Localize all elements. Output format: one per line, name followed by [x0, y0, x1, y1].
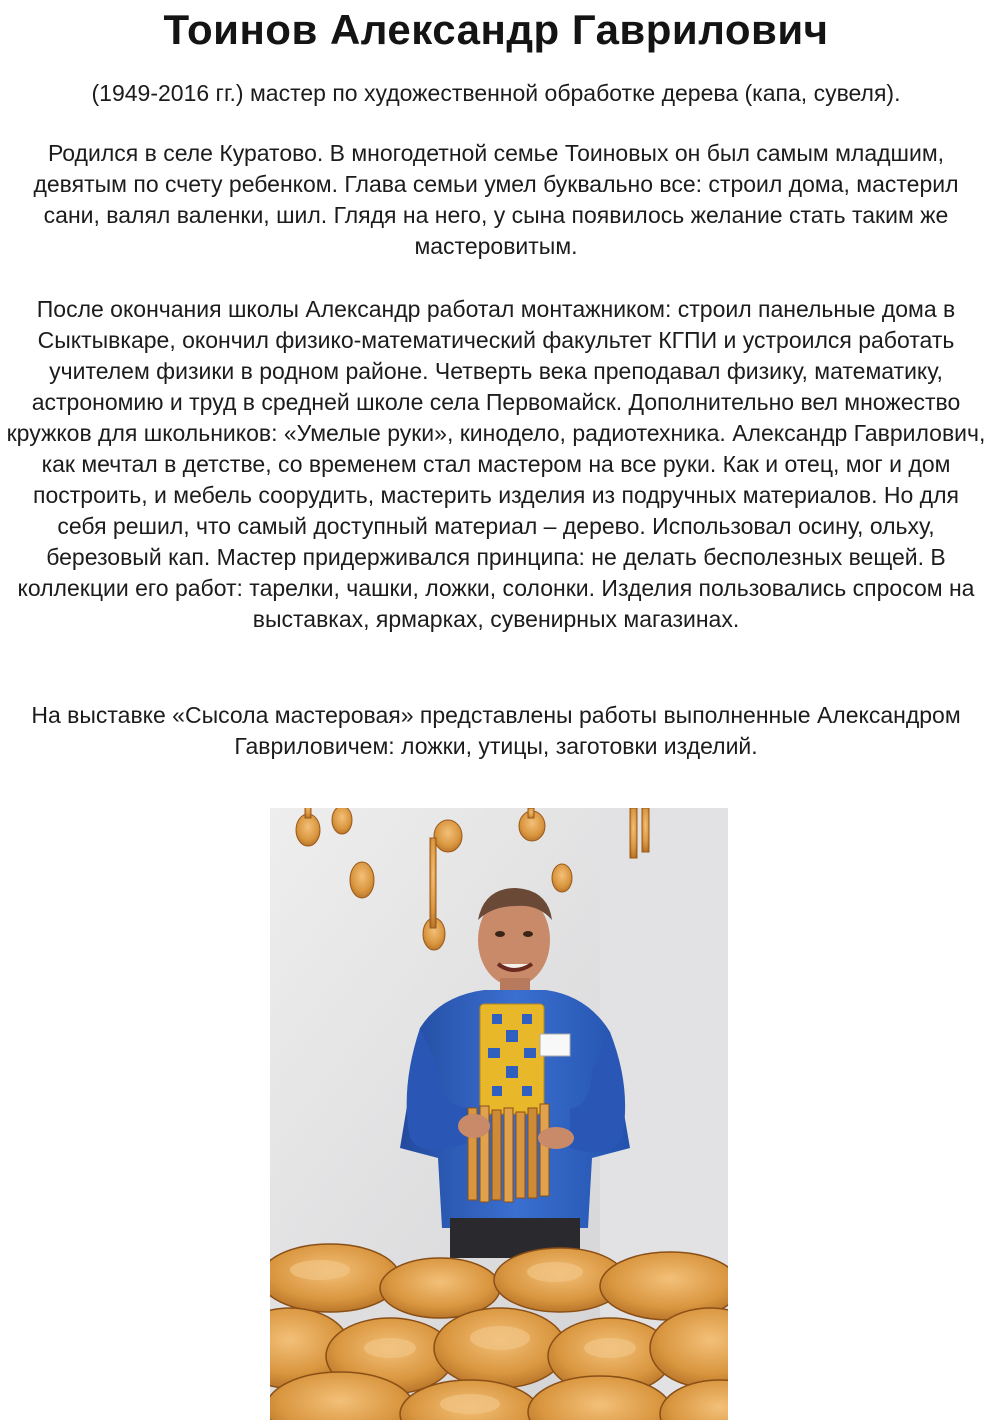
- page-title: Тоинов Александр Гаврилович: [163, 6, 829, 53]
- portrait-photo: [270, 808, 728, 1420]
- paragraph-career: После окончания школы Александр работал монтажником: строил панельные дома в Сыктывкаре, окончил физико-математический факультет КГПИ и устроился работать учителем физики в родном районе. Четверть века преподавал физику, математику, астрономию и труд в средней школе села Первомайск. Дополнительно вел множество кружков для школьников: «Умелые руки», кинодело, радиотехника. Александр Гаврилович, как мечтал в детстве, со временем стал мастером на все руки. Как и отец, мог и дом построить, и мебель соорудить, мастерить изделия из подручных материалов. Но для себя решил, что самый доступный материал – дерево. Использовал осину, ольху, березовый кап. Мастер придерживался принципа: не делать бесполезных вещей. В коллекции его работ: тарелки, чашки, ложки, солонки. Изделия пользовались спросом на выставках, ярмарках, сувенирных магазинах.: [6, 296, 986, 632]
- paragraph-exhibition: На выставке «Сысола мастеровая» представлены работы выполненные Александром Гавриловичем: ложки, утицы, заготовки изделий.: [31, 702, 961, 759]
- paragraph-biography-early: Родился в селе Куратово. В многодетной семье Тоиновых он был самым младшим, девятым по счету ребенком. Глава семьи умел буквально все: строил дома, мастерил сани, валял валенки, шил. Глядя на него, у сына появилось желание стать таким же мастеровитым.: [33, 140, 959, 259]
- subtitle: (1949-2016 гг.) мастер по художественной обработке дерева (капа, сувеля).: [91, 80, 901, 106]
